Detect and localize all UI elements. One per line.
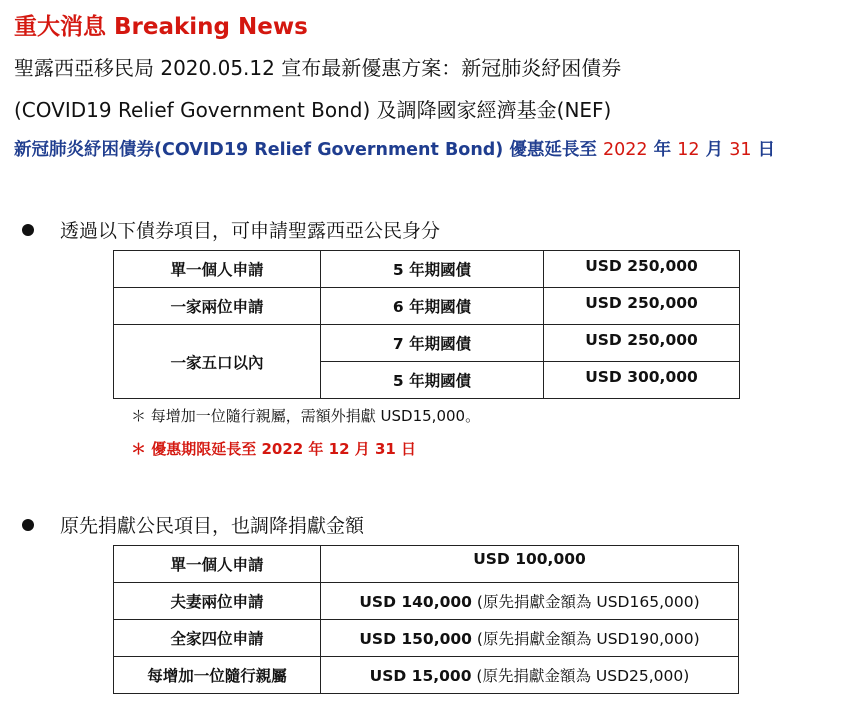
applicant-cell: 每增加一位隨行親屬 — [114, 657, 321, 694]
extension-notice — [14, 136, 775, 161]
extension-year: 2022 — [603, 140, 648, 160]
table-row — [114, 657, 739, 694]
bullet-donation-text: 原先捐獻公民項目，也調降捐獻金額 — [60, 515, 365, 537]
extension-month: 12 — [677, 140, 700, 160]
amount-cell — [321, 583, 739, 620]
amount-cell — [321, 546, 739, 583]
bullet-dot-icon — [22, 519, 34, 531]
amount-cell: USD 250,000 — [544, 251, 740, 288]
amount-cell — [321, 620, 739, 657]
donation-table — [113, 545, 739, 694]
table-row — [114, 546, 739, 583]
bullet-bond-text: 透過以下債券項目，可申請聖露西亞公民身分 — [60, 220, 441, 242]
dependent-fee-note: ＊ 每增加一位隨行親屬，需額外捐獻 USD15,000。 — [131, 407, 481, 425]
bullet-donation-section — [22, 511, 364, 538]
amount-value: USD 150,000 — [359, 630, 472, 648]
table-row — [114, 288, 740, 325]
term-cell: 6 年期國債 — [321, 288, 544, 325]
amount-cell: USD 250,000 — [544, 325, 740, 362]
breaking-news-title: 重大消息 Breaking News — [14, 14, 308, 40]
term-cell: 5 年期國債 — [321, 251, 544, 288]
original-amount: (原先捐獻金額為 USD190,000) — [471, 630, 700, 648]
amount-value: USD 140,000 — [359, 593, 472, 611]
applicant-cell: 單一個人申請 — [114, 251, 321, 288]
extension-mid1: 年 — [647, 140, 678, 160]
extension-day: 31 — [729, 140, 752, 160]
table-row — [114, 620, 739, 657]
amount-cell: USD 250,000 — [544, 288, 740, 325]
amount-value: USD 15,000 — [369, 667, 472, 685]
announcement-line-2: (COVID19 Relief Government Bond) 及調降國家經濟基金(NEF) — [14, 98, 612, 122]
original-amount: (原先捐獻金額為 USD25,000) — [471, 667, 690, 685]
term-cell: 7 年期國債 — [321, 325, 544, 362]
term-cell: 5 年期國債 — [321, 362, 544, 399]
table-row — [114, 325, 740, 362]
bullet-bond-section — [22, 216, 440, 243]
table-row — [114, 583, 739, 620]
announcement-line-1: 聖露西亞移民局 2020.05.12 宣布最新優惠方案：新冠肺炎紓困債券 — [14, 56, 622, 80]
deadline-note: ＊ 優惠期限延長至 2022 年 12 月 31 日 — [131, 440, 417, 458]
extension-notice-prefix: 新冠肺炎紓困債券(COVID19 Relief Government Bond) 優惠延長至 — [14, 140, 603, 160]
original-amount: (原先捐獻金額為 USD165,000) — [471, 593, 700, 611]
table-row — [114, 251, 740, 288]
applicant-cell: 一家兩位申請 — [114, 288, 321, 325]
amount-cell: USD 300,000 — [544, 362, 740, 399]
bond-table — [113, 250, 740, 399]
bullet-dot-icon — [22, 224, 34, 236]
applicant-cell: 夫妻兩位申請 — [114, 583, 321, 620]
amount-cell — [321, 657, 739, 694]
extension-mid2: 月 — [699, 140, 730, 160]
applicant-cell: 單一個人申請 — [114, 546, 321, 583]
amount-value: USD 100,000 — [473, 550, 586, 568]
applicant-cell: 一家五口以內 — [114, 325, 321, 399]
extension-suffix: 日 — [751, 140, 776, 160]
applicant-cell: 全家四位申請 — [114, 620, 321, 657]
